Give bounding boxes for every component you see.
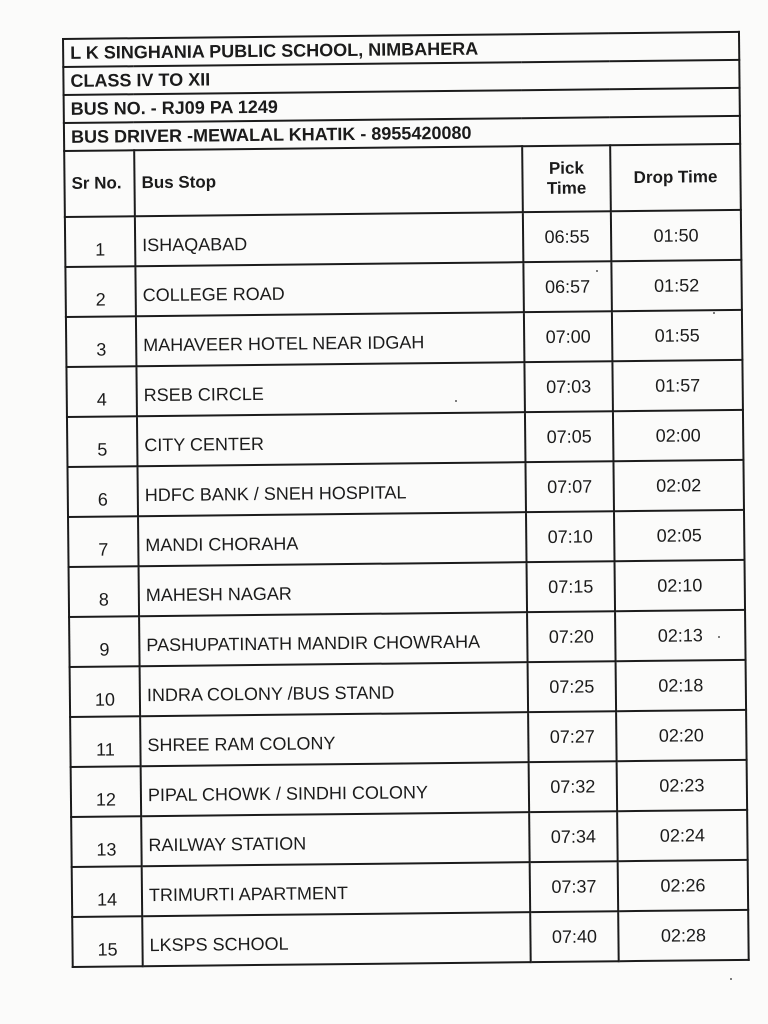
- drop-time-cell: 01:52: [611, 260, 742, 311]
- table-row: [66, 360, 743, 417]
- bus-stop-cell: MANDI CHORAHA: [138, 512, 527, 566]
- table-row: [69, 560, 746, 617]
- drop-time-cell: 02:23: [617, 760, 748, 811]
- table-row: [67, 410, 744, 467]
- pick-time-cell: 07:34: [529, 811, 618, 862]
- table-row: [71, 760, 748, 817]
- bus-stop-cell: RSEB CIRCLE: [136, 362, 525, 416]
- pick-header-line1: Pick: [548, 158, 584, 178]
- bus-stop-cell: MAHESH NAGAR: [139, 562, 528, 616]
- bus-driver: BUS DRIVER -MEWALAL KHATIK - 8955420080: [64, 116, 740, 151]
- bus-schedule-table: [62, 31, 750, 968]
- column-header-sr-no: Sr No.: [64, 150, 135, 217]
- pick-time-cell: 06:57: [523, 261, 612, 312]
- sr-no-cell: 11: [70, 716, 141, 767]
- sr-no-cell: 10: [70, 666, 141, 717]
- pick-time-cell: 07:10: [526, 511, 615, 562]
- drop-time-cell: 01:50: [611, 210, 742, 261]
- sr-no-cell: 4: [66, 366, 137, 417]
- sr-no-cell: 7: [68, 516, 139, 567]
- pick-time-cell: 07:05: [525, 411, 614, 462]
- drop-time-cell: 02:20: [616, 710, 747, 761]
- pick-time-cell: 07:03: [524, 361, 613, 412]
- sr-no-cell: 13: [71, 816, 142, 867]
- table-row: [71, 810, 748, 867]
- sr-no-cell: 9: [69, 616, 140, 667]
- scan-speck: [713, 312, 715, 314]
- drop-time-cell: 02:18: [616, 660, 747, 711]
- sr-no-cell: 2: [65, 266, 136, 317]
- table-row: [66, 310, 743, 367]
- table-row: [69, 610, 746, 667]
- bus-stop-cell: CITY CENTER: [137, 412, 526, 466]
- bus-stop-cell: HDFC BANK / SNEH HOSPITAL: [137, 462, 526, 516]
- sr-no-cell: 3: [66, 316, 137, 367]
- pick-time-cell: 07:27: [528, 711, 617, 762]
- pick-time-cell: 07:15: [527, 561, 616, 612]
- scan-speck: [596, 270, 598, 272]
- sr-no-cell: 6: [67, 466, 138, 517]
- drop-time-cell: 02:05: [614, 510, 745, 561]
- pick-time-cell: 07:37: [530, 861, 619, 912]
- column-header-row: [64, 144, 741, 217]
- drop-time-cell: 02:26: [618, 860, 749, 911]
- school-name: L K SINGHANIA PUBLIC SCHOOL, NIMBAHERA: [63, 32, 739, 67]
- bus-number: BUS NO. - RJ09 PA 1249: [64, 88, 740, 123]
- table-row: [70, 710, 747, 767]
- scan-speck: [730, 978, 732, 980]
- table-row: [65, 210, 742, 267]
- drop-time-cell: 02:28: [618, 910, 749, 961]
- table-row: [68, 510, 745, 567]
- bus-stop-cell: COLLEGE ROAD: [135, 262, 524, 316]
- drop-time-cell: 01:57: [612, 360, 743, 411]
- pick-time-cell: 07:20: [527, 611, 616, 662]
- pick-time-cell: 07:25: [528, 661, 617, 712]
- bus-stop-cell: SHREE RAM COLONY: [140, 712, 529, 766]
- scan-speck: [718, 636, 720, 638]
- bus-stop-cell: ISHAQABAD: [135, 212, 524, 266]
- pick-time-cell: 07:40: [530, 911, 619, 962]
- table-row: [67, 460, 744, 517]
- column-header-bus-stop: Bus Stop: [134, 146, 523, 216]
- pick-time-cell: 07:07: [525, 461, 614, 512]
- sr-no-cell: 8: [69, 566, 140, 617]
- bus-stop-cell: RAILWAY STATION: [141, 812, 530, 866]
- class-range: CLASS IV TO XII: [63, 60, 739, 95]
- pick-time-cell: 07:32: [529, 761, 618, 812]
- bus-schedule-sheet: [62, 31, 748, 968]
- drop-time-cell: 01:55: [612, 310, 743, 361]
- sr-no-cell: 12: [71, 766, 142, 817]
- table-row: [70, 660, 747, 717]
- table-row: [72, 860, 749, 917]
- bus-stop-cell: PASHUPATINATH MANDIR CHOWRAHA: [139, 612, 528, 666]
- bus-stop-cell: TRIMURTI APARTMENT: [142, 862, 531, 916]
- pick-header-line2: Time: [546, 178, 587, 198]
- drop-time-cell: 02:00: [613, 410, 744, 461]
- drop-time-cell: 02:24: [617, 810, 748, 861]
- drop-time-cell: 02:10: [615, 560, 746, 611]
- drop-time-cell: 02:02: [613, 460, 744, 511]
- bus-stop-cell: MAHAVEER HOTEL NEAR IDGAH: [136, 312, 525, 366]
- sr-no-cell: 14: [72, 866, 143, 917]
- sr-no-cell: 5: [67, 416, 138, 467]
- pick-time-cell: 06:55: [523, 211, 612, 262]
- pick-time-cell: 07:00: [524, 311, 613, 362]
- table-row: [65, 260, 742, 317]
- bus-stop-cell: INDRA COLONY /BUS STAND: [140, 662, 529, 716]
- column-header-drop-time: Drop Time: [610, 144, 741, 211]
- sr-no-cell: 15: [72, 916, 143, 967]
- column-header-pick-time: [522, 145, 611, 212]
- scan-speck: [455, 400, 457, 402]
- bus-stop-cell: PIPAL CHOWK / SINDHI COLONY: [141, 762, 530, 816]
- sr-no-cell: 1: [65, 216, 136, 267]
- drop-time-cell: 02:13: [615, 610, 746, 661]
- table-row: [72, 910, 749, 967]
- bus-stop-cell: LKSPS SCHOOL: [142, 912, 531, 966]
